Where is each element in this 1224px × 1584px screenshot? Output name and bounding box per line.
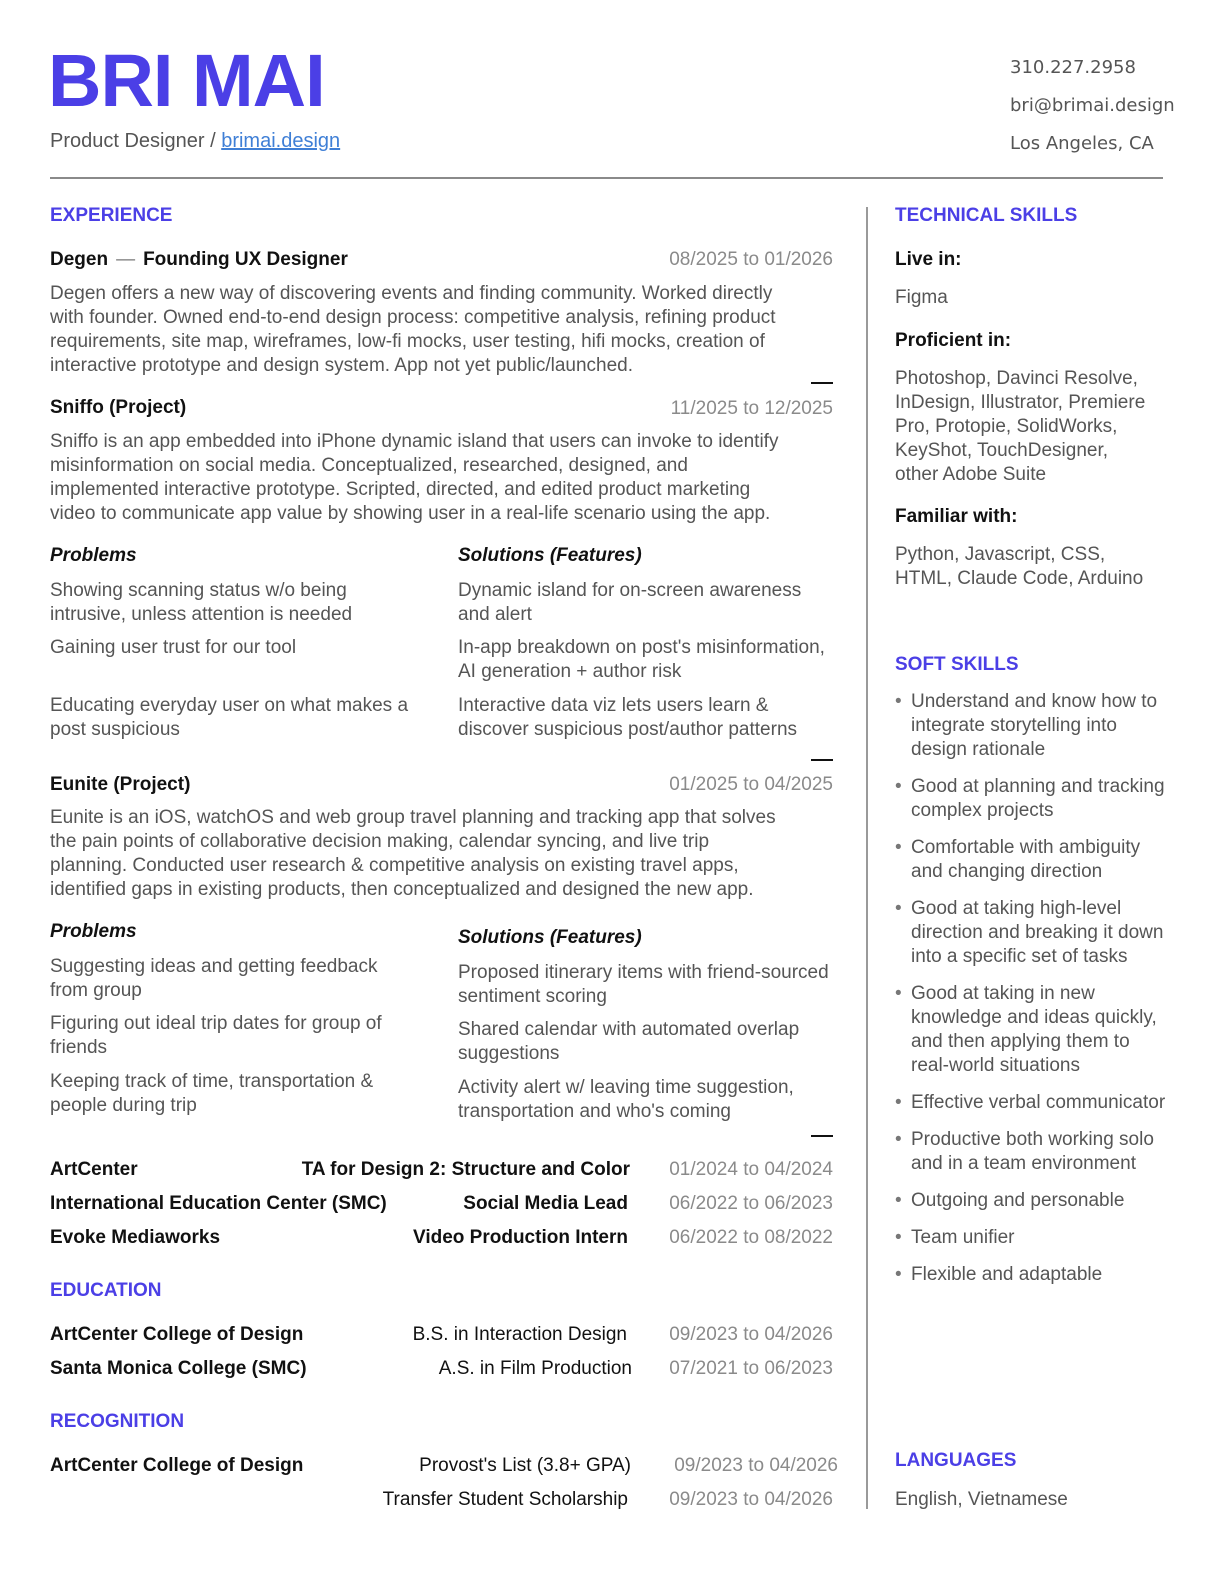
job-degen-dates: 08/2025 to 01/2026 xyxy=(669,249,833,270)
solutions-label: Solutions (Features) xyxy=(458,545,642,566)
project-eunite-title: Eunite (Project) xyxy=(50,774,191,795)
list-item: • Good at planning and tracking complex projects xyxy=(895,775,1170,823)
role-title: Social Media Lead xyxy=(463,1193,628,1214)
degree: B.S. in Interaction Design xyxy=(412,1324,627,1345)
soft-skills-heading: SOFT SKILLS xyxy=(895,654,1019,675)
proficient-value xyxy=(895,367,1175,487)
list-item: • Outgoing and personable xyxy=(895,1189,1170,1213)
familiar-value xyxy=(895,543,1175,591)
live-in-value: Figma xyxy=(895,287,948,308)
section-separator xyxy=(811,1135,833,1137)
text-line: the pain points of collaborative decision making, calendar syncing, and live trip xyxy=(50,831,710,852)
experience-heading: EXPERIENCE xyxy=(50,205,173,226)
solution-item: Proposed itinerary items with friend-sourced sentiment scoring xyxy=(458,962,829,1007)
project-eunite-dates: 01/2025 to 04/2025 xyxy=(669,774,833,795)
languages-value: English, Vietnamese xyxy=(895,1489,1068,1510)
list-item: • Good at taking high-level direction and breaking it down into a specific set of tasks xyxy=(895,897,1170,969)
subtitle xyxy=(50,130,340,153)
project-sniffo-description xyxy=(50,430,840,526)
degree: A.S. in Film Production xyxy=(438,1358,632,1379)
section-separator xyxy=(811,759,833,761)
list-item: • Effective verbal communicator xyxy=(895,1091,1170,1115)
solution-item: Activity alert w/ leaving time suggestion, transportation and who's coming xyxy=(458,1077,794,1122)
school-name: ArtCenter College of Design xyxy=(50,1324,304,1345)
text-line: InDesign, Illustrator, Premiere xyxy=(895,392,1146,413)
role-title: TA for Design 2: Structure and Color xyxy=(301,1159,630,1180)
text-line: planning. Conducted user research & competitive analysis on existing travel apps, xyxy=(50,855,739,876)
email[interactable]: bri@brimai.design xyxy=(1010,95,1175,116)
role-org: Evoke Mediaworks xyxy=(50,1227,221,1248)
award-dates: 09/2023 to 04/2026 xyxy=(674,1455,838,1476)
familiar-label: Familiar with: xyxy=(895,506,1018,527)
role-dates: 06/2022 to 06/2023 xyxy=(669,1193,833,1214)
text-line: Degen offers a new way of discovering events and finding community. Worked directly xyxy=(50,283,773,304)
text-line: interactive prototype and design system. App not yet public/launched. xyxy=(50,355,634,376)
problem-item: Showing scanning status w/o being intrusive, unless attention is needed xyxy=(50,580,353,625)
text-line: misinformation on social media. Conceptualized, researched, designed, and xyxy=(50,455,688,476)
column-divider xyxy=(866,207,868,1509)
role-org: International Education Center (SMC) xyxy=(50,1193,387,1214)
problem-item: Figuring out ideal trip dates for group of friends xyxy=(50,1013,382,1058)
live-in-label: Live in: xyxy=(895,249,962,270)
problems-label: Problems xyxy=(50,921,137,942)
solution-item: Shared calendar with automated overlap suggestions xyxy=(458,1019,800,1064)
phone: 310.227.2958 xyxy=(1010,57,1136,78)
problem-item: Gaining user trust for our tool xyxy=(50,637,297,658)
school-name: ArtCenter College of Design xyxy=(50,1455,304,1476)
text-line: requirements, site map, wireframes, low-fi mocks, user testing, hifi mocks, creation of xyxy=(50,331,765,352)
candidate-name: BRI MAI xyxy=(48,39,325,122)
text-line: Python, Javascript, CSS, xyxy=(895,544,1106,565)
role-title: Video Production Intern xyxy=(413,1227,628,1248)
text-line: KeyShot, TouchDesigner, xyxy=(895,440,1109,461)
award: Provost's List (3.8+ GPA) xyxy=(419,1455,631,1476)
education-heading: EDUCATION xyxy=(50,1280,162,1301)
problems-label: Problems xyxy=(50,545,137,566)
company-name: Degen xyxy=(50,249,109,270)
website-link[interactable]: brimai.design xyxy=(221,130,341,152)
project-sniffo-title: Sniffo (Project) xyxy=(50,397,187,418)
list-item: • Comfortable with ambiguity and changing direction xyxy=(895,836,1170,884)
award: Transfer Student Scholarship xyxy=(382,1489,628,1510)
text-line: Sniffo is an app embedded into iPhone dynamic island that users can invoke to identify xyxy=(50,431,779,452)
education-dates: 07/2021 to 06/2023 xyxy=(669,1358,833,1379)
role-title: Product Designer / xyxy=(50,130,216,152)
text-line: with founder. Owned end-to-end design process: competitive analysis, refining product xyxy=(50,307,776,328)
text-line: Eunite is an iOS, watchOS and web group travel planning and tracking app that solves xyxy=(50,807,776,828)
text-line: video to communicate app value by showing user in a real-life scenario using the app. xyxy=(50,503,771,524)
solution-item: Dynamic island for on-screen awareness and alert xyxy=(458,580,802,625)
job-title: Founding UX Designer xyxy=(143,249,348,270)
text-line: HTML, Claude Code, Arduino xyxy=(895,568,1144,589)
school-name: Santa Monica College (SMC) xyxy=(50,1358,307,1379)
list-item: • Team unifier xyxy=(895,1226,1170,1250)
solution-item: In-app breakdown on post's misinformation, AI generation + author risk xyxy=(458,637,825,682)
text-line: Pro, Protopie, SolidWorks, xyxy=(895,416,1118,437)
education-dates: 09/2023 to 04/2026 xyxy=(669,1324,833,1345)
text-line: Photoshop, Davinci Resolve, xyxy=(895,368,1138,389)
list-item: • Flexible and adaptable xyxy=(895,1263,1170,1287)
job-degen-title xyxy=(50,249,348,271)
problem-item: Educating everyday user on what makes a post suspicious xyxy=(50,695,409,740)
project-sniffo-dates: 11/2025 to 12/2025 xyxy=(670,398,833,419)
role-dates: 06/2022 to 08/2022 xyxy=(669,1227,833,1248)
role-dates: 01/2024 to 04/2024 xyxy=(669,1159,833,1180)
proficient-label: Proficient in: xyxy=(895,330,1012,351)
solution-item: Interactive data viz lets users learn & discover suspicious post/author patterns xyxy=(458,695,798,740)
problem-item: Suggesting ideas and getting feedback from group xyxy=(50,956,378,1001)
soft-skills-list xyxy=(895,690,1170,1300)
list-item: • Productive both working solo and in a team environment xyxy=(895,1128,1170,1176)
list-item: • Understand and know how to integrate storytelling into design rationale xyxy=(895,690,1170,762)
text-line: identified gaps in existing products, then conceptualized and designed the new app. xyxy=(50,879,754,900)
problem-item: Keeping track of time, transportation & people during trip xyxy=(50,1071,374,1116)
recognition-heading: RECOGNITION xyxy=(50,1411,185,1432)
location: Los Angeles, CA xyxy=(1010,133,1154,154)
header-divider xyxy=(50,177,1163,179)
solutions-label: Solutions (Features) xyxy=(458,927,642,948)
role-org: ArtCenter xyxy=(50,1159,138,1180)
languages-heading: LANGUAGES xyxy=(895,1450,1017,1471)
list-item: • Good at taking in new knowledge and ideas quickly, and then applying them to real-world situations xyxy=(895,982,1170,1078)
technical-skills-heading: TECHNICAL SKILLS xyxy=(895,205,1078,226)
job-degen-description xyxy=(50,282,840,378)
separator-dash: — xyxy=(116,249,136,270)
text-line: implemented interactive prototype. Scripted, directed, and edited product marketing xyxy=(50,479,751,500)
award-dates: 09/2023 to 04/2026 xyxy=(669,1489,833,1510)
section-separator xyxy=(811,382,833,384)
project-eunite-description xyxy=(50,806,840,902)
text-line: other Adobe Suite xyxy=(895,464,1047,485)
